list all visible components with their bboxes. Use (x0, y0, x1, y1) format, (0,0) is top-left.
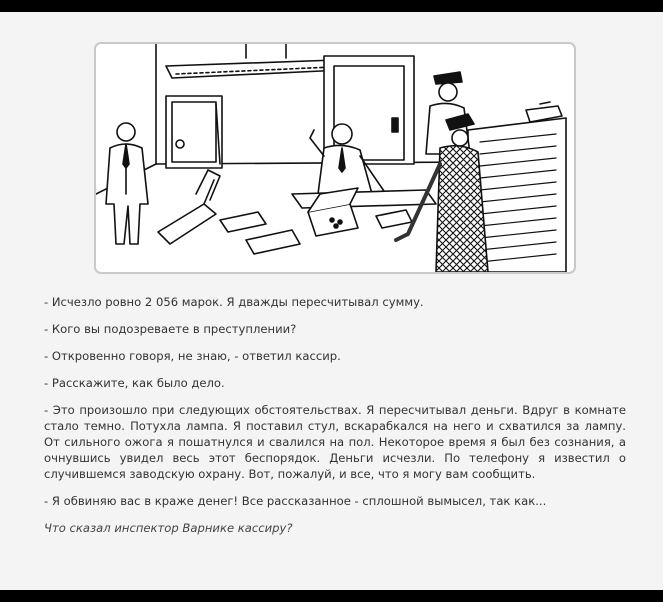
detective-scene-illustration (96, 44, 574, 272)
story-line: - Исчезло ровно 2 056 марок. Я дважды пересчитывал сумму. (44, 295, 424, 309)
story-line: - Я обвиняю вас в краже денег! Все рассказанное - сплошной вымысел, так как... (44, 494, 547, 508)
story-paragraph: - Это произошло при следующих обстоятельствах. Я пересчитывал деньги. Вдруг в комнате стало темно. Потухла лампа. Я поставил стул, вскарабкался на него и схватился за лампу. От сильного ожога я пошатнулся и свалился на пол. Некоторое время я был без сознания, а очнувшись увидел весь этот беспорядок. Деньги исчезли. По телефону я известил о случившемся заводскую охрану. Вот, пожалуй, и все, что я могу вам сообщить. (44, 403, 626, 481)
story-line: - Расскажите, как было дело. (44, 376, 225, 390)
story-line: - Откровенно говоря, не знаю, - ответил кассир. (44, 349, 341, 363)
story-line: - Кого вы подозреваете в преступлении? (44, 322, 297, 336)
riddle-question: Что сказал инспектор Варнике кассиру? (44, 521, 293, 535)
story-text (44, 294, 626, 547)
page-sheet (0, 12, 663, 590)
illustration-frame (94, 42, 576, 274)
